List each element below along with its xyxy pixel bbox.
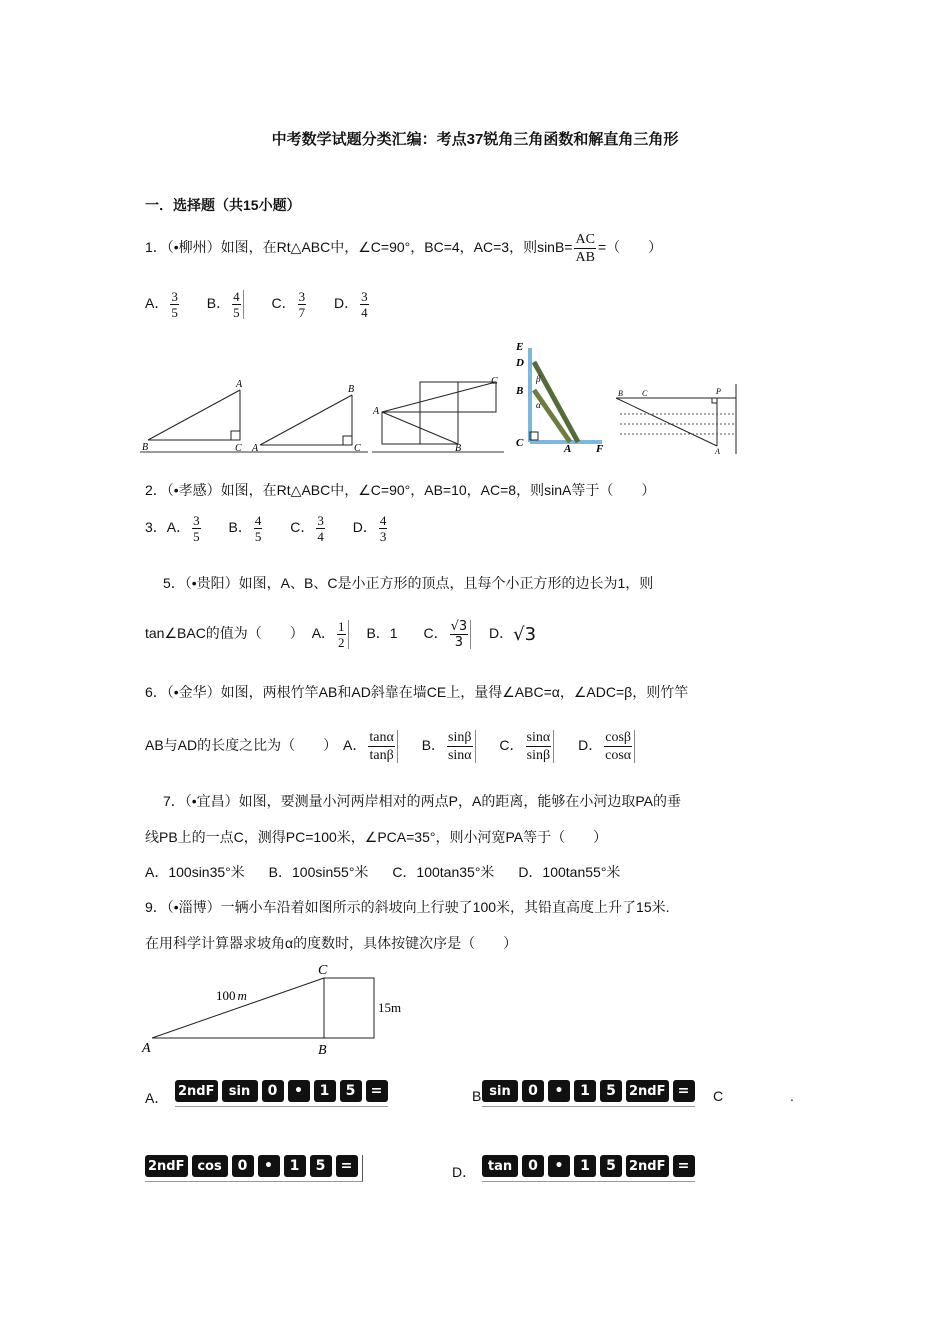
option-d-label: D． (489, 625, 514, 642)
option-label: A． (166, 519, 191, 536)
question-6-text: 6．（•金华）如图，两根竹竿AB和AD斜靠在墙CE上，量得∠ABC=α，∠ADC=β，则竹竿 (145, 684, 689, 700)
figure-row (140, 340, 750, 460)
frac-numerator: 3 (317, 513, 324, 528)
option-label: B． (206, 295, 231, 312)
option-fraction (360, 290, 369, 319)
key-1: 1 (574, 1155, 596, 1177)
frac-numerator: 3 (298, 289, 306, 304)
key-dot: • (288, 1080, 310, 1102)
option-a-fraction (368, 730, 397, 763)
frac-denominator: 5 (171, 305, 178, 320)
option-b-fraction (447, 730, 475, 763)
option-c-label: C． (423, 625, 448, 642)
label-c: C (235, 443, 242, 454)
option-label: A． (145, 295, 169, 312)
option-a-fraction (337, 620, 349, 649)
frac-numerator: cosβ (605, 730, 632, 745)
fraction-ac-ab (574, 232, 595, 265)
frac-numerator: tanα (369, 730, 394, 745)
option-fraction (232, 290, 244, 319)
frac-denominator: cosα (605, 748, 632, 763)
label-c: C (491, 376, 498, 387)
label-f: F (596, 443, 604, 455)
option-fraction (170, 290, 179, 319)
label-e: E (516, 341, 524, 353)
question-7-line2: 线PB上的一点C，测得PC=100米，∠PCA=35°，则小河宽PA等于（ ） (145, 829, 608, 845)
option-fraction (379, 514, 388, 543)
page-title: 中考数学试题分类汇编：考点37锐角三角函数和解直角三角形 (271, 131, 679, 148)
figure-3-grid (372, 382, 504, 452)
label-beta: β (536, 374, 541, 384)
label-b: B (516, 385, 524, 397)
label-a: A (142, 1041, 151, 1056)
label-height: 15m (378, 1000, 402, 1015)
option-label: D． (352, 519, 377, 536)
question-1-text: 1．（•柳州）如图，在Rt△ABC中，∠C=90°，BC=4，AC=3，则sinB= (145, 239, 573, 256)
option-a-label: A． (343, 737, 367, 754)
question-1 (145, 232, 662, 265)
section-heading: 一．选择题（共15小题） (145, 197, 301, 213)
question-9-line2: 在用科学计算器求坡角α的度数时，具体按键次序是（ ） (145, 935, 518, 951)
key-equals: = (366, 1080, 388, 1102)
question-2-options (145, 514, 411, 543)
option-a (167, 514, 203, 543)
option-d (334, 290, 371, 319)
key-dot: • (548, 1155, 570, 1177)
label-b: B (142, 442, 149, 453)
option-fraction (298, 290, 307, 319)
key-2ndf: 2ndF (145, 1155, 188, 1177)
option-fraction (254, 514, 263, 543)
question-3-number: 3． (145, 519, 167, 536)
key-dot: • (548, 1080, 570, 1102)
figure-1-triangle (140, 379, 250, 454)
label-p: P (716, 387, 721, 396)
key-sequence-b (482, 1080, 695, 1107)
frac-denominator: 5 (233, 305, 240, 320)
key-0: 0 (522, 1155, 544, 1177)
key-0: 0 (262, 1080, 284, 1102)
figure-2-triangle (250, 384, 368, 454)
option-d-label: D． (578, 737, 603, 754)
question-5-line2 (145, 620, 536, 649)
option-d (353, 514, 390, 543)
key-2ndf: 2ndF (626, 1080, 669, 1102)
frac-denominator: 5 (254, 529, 262, 544)
option-c-fraction (526, 730, 555, 763)
option-d-value: √3 (513, 624, 537, 645)
frac-numerator: AC (575, 232, 595, 247)
label-a: A (252, 443, 259, 454)
frac-denominator: 4 (317, 529, 324, 544)
label-a: A (236, 379, 243, 390)
key-1: 1 (284, 1155, 306, 1177)
option-c-dot: . (790, 1088, 794, 1104)
key-1: 1 (574, 1080, 596, 1102)
key-0: 0 (522, 1080, 544, 1102)
option-label: C． (290, 519, 315, 536)
frac-denominator: 4 (361, 305, 368, 320)
frac-numerator: 3 (171, 289, 178, 304)
option-label: B． (228, 519, 252, 536)
option-a (145, 290, 181, 319)
option-c: C．100tan35°米 (392, 864, 495, 880)
frac-denominator: 3 (379, 529, 387, 544)
option-label: C． (271, 295, 296, 312)
frac-numerator: 4 (233, 289, 240, 304)
option-b-label: B (472, 1088, 482, 1104)
frac-denominator: sinα (447, 748, 472, 763)
option-d-label: D． (452, 1164, 477, 1180)
label-a: A (564, 443, 572, 455)
frac-denominator: 5 (193, 529, 200, 544)
frac-numerator: 4 (254, 513, 262, 528)
label-b: B (348, 384, 355, 395)
key-tan: tan (482, 1155, 518, 1177)
frac-denominator: 3 (454, 635, 463, 650)
option-c-fraction (450, 620, 472, 649)
label-c: C (642, 389, 648, 398)
key-equals: = (673, 1080, 695, 1102)
key-5: 5 (340, 1080, 362, 1102)
option-c (271, 290, 308, 319)
key-dot: • (258, 1155, 280, 1177)
figure-5-river (616, 384, 736, 456)
key-5: 5 (600, 1080, 622, 1102)
question-7-options (145, 862, 620, 882)
option-c-label: C． (499, 737, 524, 754)
frac-denominator: 7 (298, 305, 306, 320)
option-d: D．100tan55°米 (518, 864, 621, 880)
label-b: B (618, 389, 623, 398)
option-b-label: B． (421, 737, 446, 754)
option-c-label: C (713, 1088, 724, 1104)
key-sin: sin (482, 1080, 518, 1102)
frac-denominator: 2 (338, 635, 345, 650)
label-alpha: α (536, 400, 541, 410)
frac-denominator: AB (575, 250, 595, 265)
figure-4-bamboo (515, 341, 604, 455)
option-a-label: A． (311, 625, 336, 642)
frac-numerator: 4 (379, 513, 387, 528)
frac-numerator: √3 (450, 619, 468, 634)
frac-denominator: sinβ (526, 748, 551, 763)
question-2-text: 2．（•孝感）如图，在Rt△ABC中，∠C=90°，AB=10，AC=8，则sinA等于（ ） (145, 482, 656, 498)
option-label: D． (333, 295, 359, 312)
key-2ndf: 2ndF (626, 1155, 669, 1177)
option-b: B．100sin55°米 (268, 864, 369, 880)
option-a: A．100sin35°米 (145, 864, 245, 880)
frac-denominator: tanβ (369, 748, 394, 763)
question-9-text: 9．（•淄博）一辆小车沿着如图所示的斜坡向上行驶了100米，其铅直高度上升了15米. (145, 899, 670, 915)
option-fraction (192, 514, 201, 543)
question-1-tail: =（ ） (597, 239, 663, 256)
question-6-stem: AB与AD的长度之比为（ ） (145, 737, 338, 754)
label-a: A (373, 406, 380, 417)
question-6-line2 (145, 730, 637, 763)
key-equals: = (336, 1155, 358, 1177)
option-a-label: A． (145, 1090, 169, 1106)
question-7-text: 7．（•宜昌）如图，要测量小河两岸相对的两点P，A的距离，能够在小河边取PA的垂 (163, 793, 681, 809)
frac-numerator: 3 (193, 513, 200, 528)
frac-numerator: 1 (338, 619, 345, 634)
label-a: A (715, 447, 720, 456)
question-1-options (145, 290, 393, 319)
option-b (229, 514, 265, 543)
key-0: 0 (232, 1155, 254, 1177)
option-b (207, 290, 246, 319)
key-cos: cos (192, 1155, 228, 1177)
key-sin: sin (222, 1080, 258, 1102)
key-5: 5 (310, 1155, 332, 1177)
key-2ndf: 2ndF (175, 1080, 218, 1102)
label-c: C (354, 443, 361, 454)
question-9-slope-figure (140, 960, 410, 1060)
frac-numerator: sinβ (448, 730, 472, 745)
option-c (290, 514, 327, 543)
label-c: C (318, 963, 328, 978)
frac-numerator: 3 (361, 289, 368, 304)
key-sequence-d (482, 1155, 695, 1182)
question-5-stem: tan∠BAC的值为（ ） (145, 625, 304, 642)
label-b: B (455, 443, 462, 454)
option-d-fraction (604, 730, 635, 763)
label-c: C (516, 437, 524, 449)
key-1: 1 (314, 1080, 336, 1102)
key-equals: = (673, 1155, 695, 1177)
option-b: B．1 (366, 625, 398, 642)
question-5-text: 5．（•贵阳）如图，A、B、C是小正方形的顶点，且每个小正方形的边长为1，则 (163, 575, 654, 591)
frac-numerator: sinα (526, 730, 551, 745)
label-length: 100 m (216, 988, 247, 1003)
key-sequence-a (175, 1080, 388, 1107)
label-b: B (318, 1043, 327, 1058)
key-5: 5 (600, 1155, 622, 1177)
key-sequence-c (145, 1155, 363, 1182)
label-d: D (516, 357, 524, 369)
option-fraction (316, 514, 325, 543)
